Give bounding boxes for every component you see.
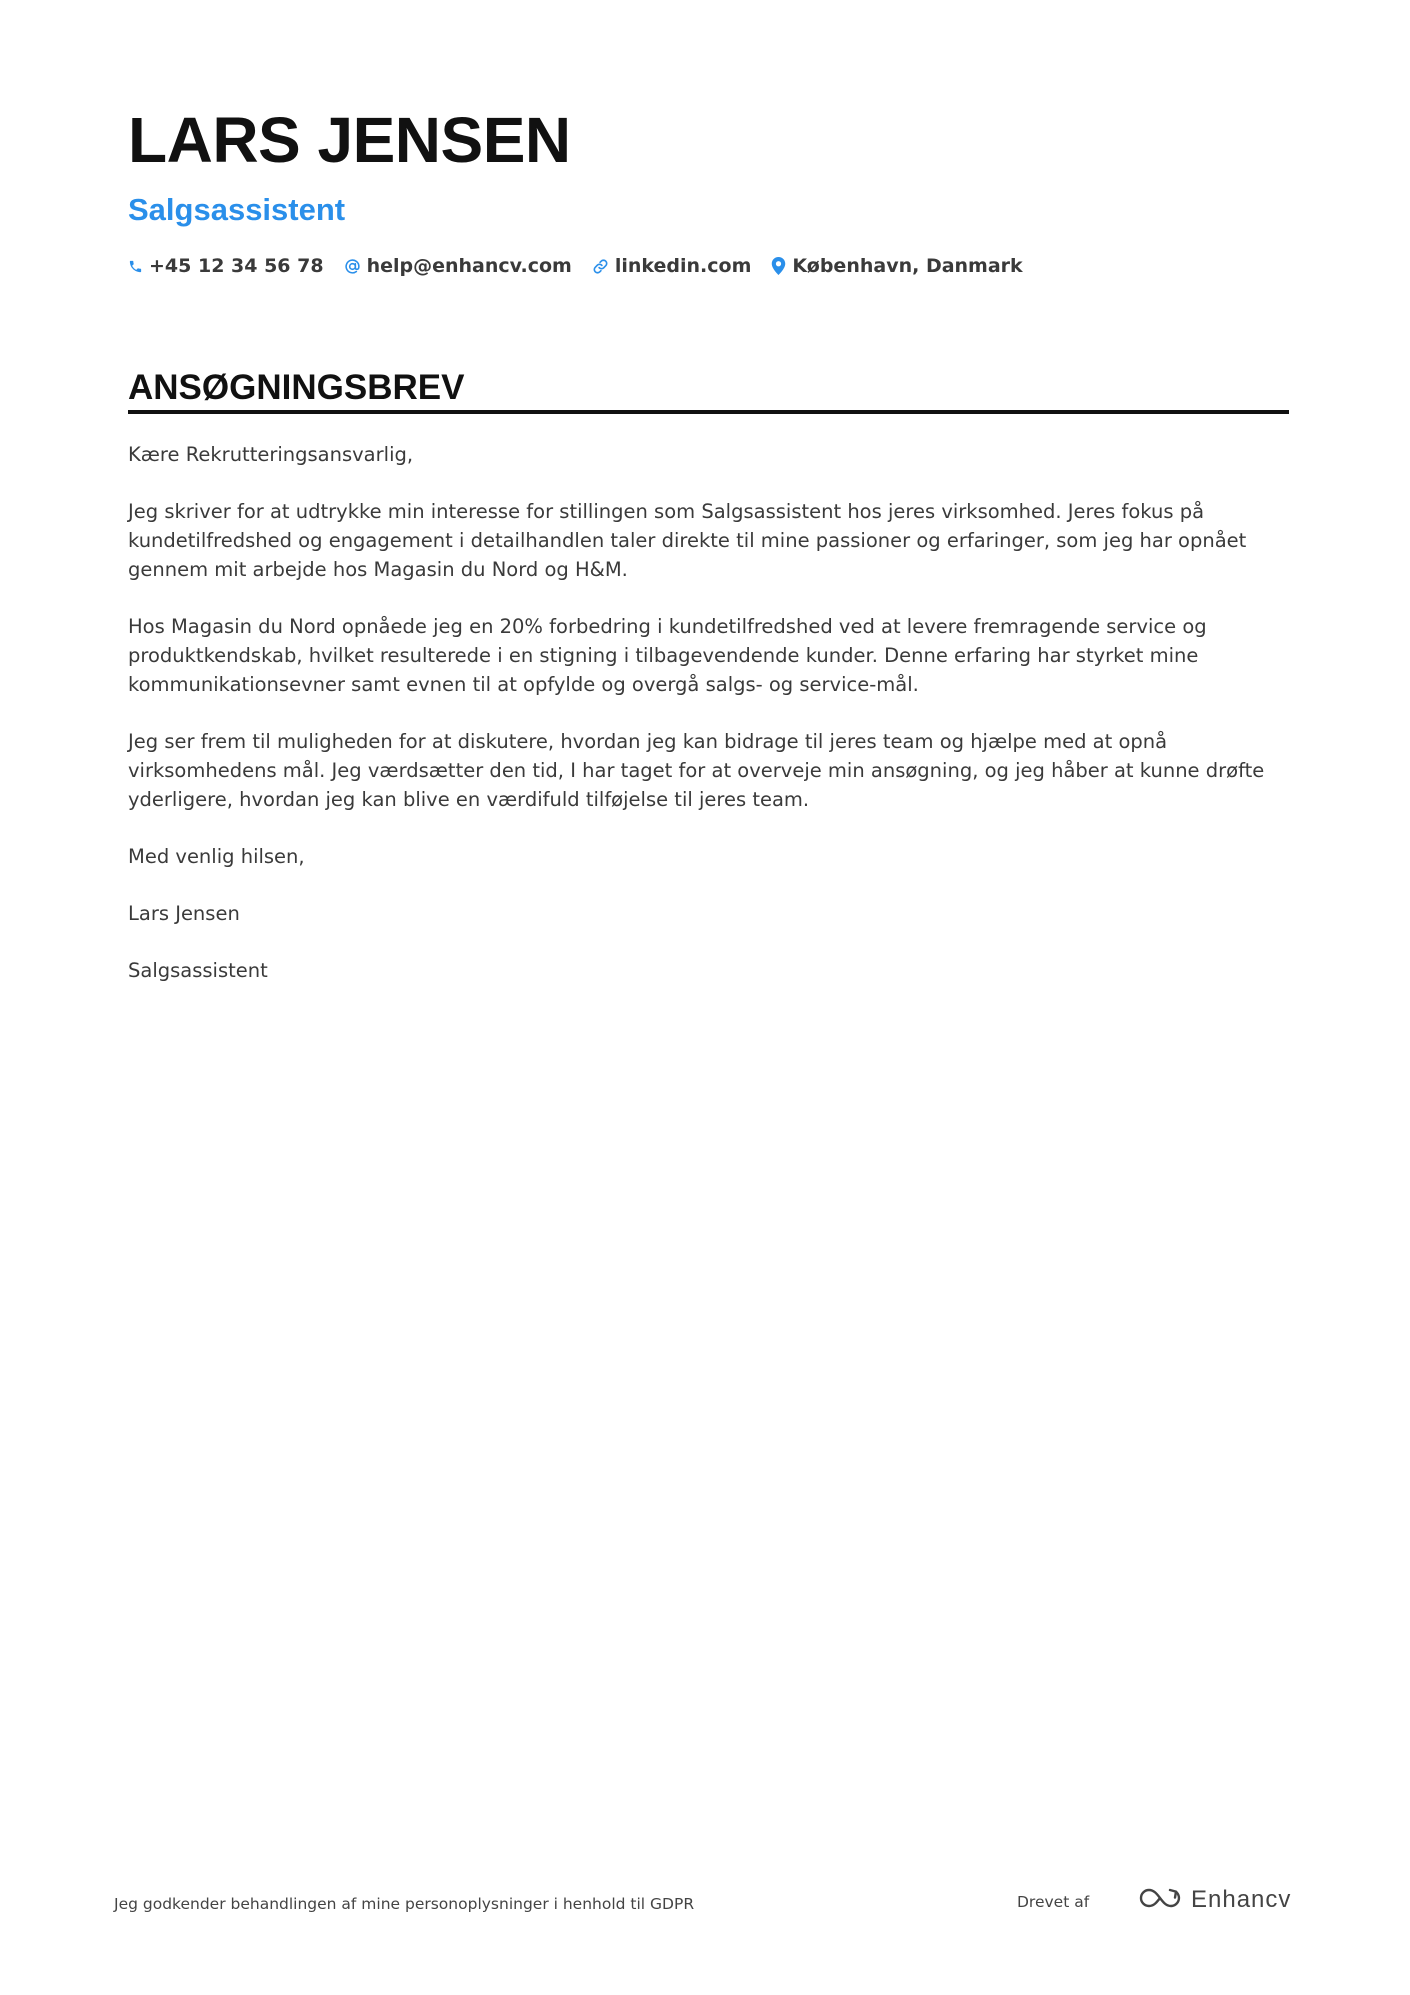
section-title: ANSØGNINGSBREV (128, 368, 465, 407)
contact-phone[interactable] (128, 255, 324, 277)
infinity-logo-icon (1137, 1886, 1183, 1914)
letter-paragraph: Jeg skriver for at udtrykke min interesse for stillingen som Salgsassistent hos jeres virksomhed. Jeres fokus på kundetilfredshed og engagement i detailhandlen taler direkte til mine passioner og erfaringer, som jeg har opnået gennem mit arbejde hos Magasin du Nord og H&M. (128, 500, 1247, 581)
section-divider (128, 410, 1289, 414)
letter-paragraph: Hos Magasin du Nord opnåede jeg en 20% forbedring i kundetilfredshed ved at levere fremragende service og produktkendskab, hvilket resulterede i en stigning i tilbagevendende kunder. Denne erfaring har styrket mine kommunikationsevner samt evnen til at opfylde og overgå salgs- og service-mål. (128, 615, 1207, 696)
at-icon (344, 258, 361, 275)
signature-name: Lars Jensen (128, 902, 240, 925)
letter-body (128, 440, 1289, 1013)
letter-paragraph: Jeg ser frem til muligheden for at diskutere, hvordan jeg kan bidrage til jeres team og hjælpe med at opnå virksomhedens mål. Jeg værdsætter den tid, I har taget for at overveje min ansøgning, og jeg håber at kunne drøfte yderligere, hvordan jeg kan blive en værdifuld tilføjelse til jeres team. (128, 730, 1265, 811)
link-icon (592, 258, 609, 275)
enhancv-logo[interactable] (1137, 1886, 1291, 1914)
email-text: help@enhancv.com (366, 255, 572, 277)
logo-text: Enhancv (1191, 1886, 1292, 1913)
location-text: København, Danmark (792, 255, 1023, 277)
phone-icon (128, 259, 143, 274)
linkedin-text: linkedin.com (614, 255, 752, 277)
contact-bar (128, 255, 1023, 277)
powered-by-label: Drevet af (1017, 1893, 1090, 1911)
contact-email[interactable] (344, 255, 572, 277)
contact-location (771, 255, 1022, 277)
signature-title: Salgsassistent (128, 959, 268, 982)
letter-closing: Med venlig hilsen, (128, 845, 305, 868)
letter-greeting: Kære Rekrutteringsansvarlig, (128, 443, 414, 466)
phone-text: +45 12 34 56 78 (149, 255, 324, 277)
contact-linkedin[interactable] (592, 255, 752, 277)
job-title: Salgsassistent (128, 192, 346, 227)
applicant-name: LARS JENSEN (128, 104, 571, 176)
gdpr-consent: Jeg godkender behandlingen af mine personoplysninger i henhold til GDPR (114, 1895, 695, 1913)
location-pin-icon (771, 257, 786, 275)
